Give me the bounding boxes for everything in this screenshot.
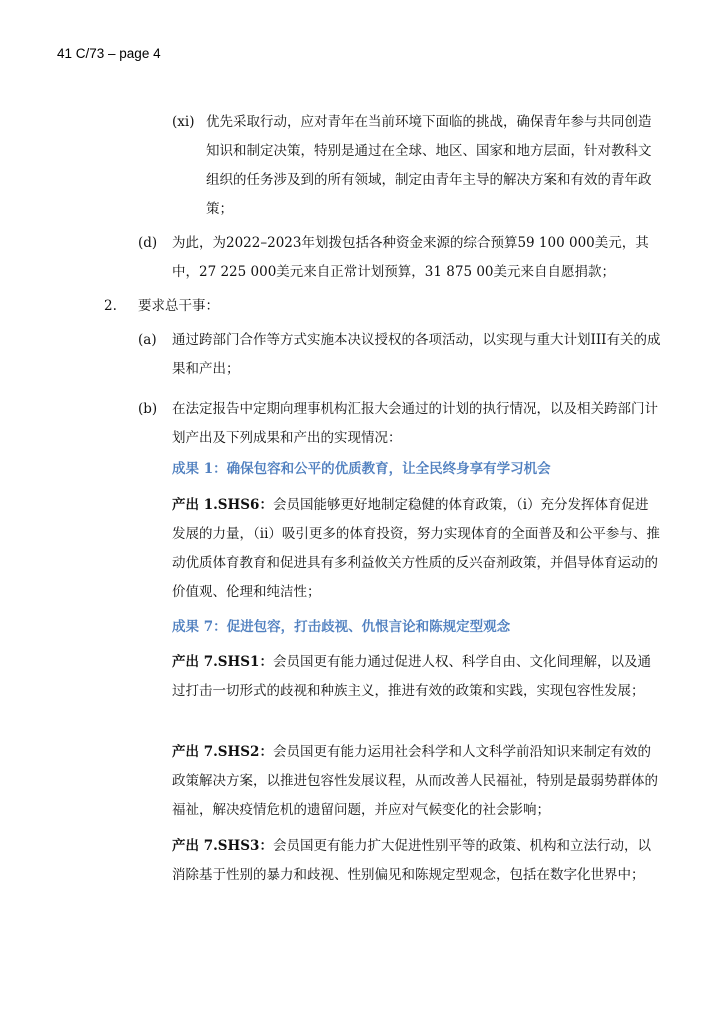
item-b-marker: (b) — [138, 401, 158, 417]
output-7-shs1 — [172, 648, 662, 706]
item-a-text: 通过跨部门合作等方式实施本决议授权的各项活动，以实现与重大计划III有关的成果和产出； — [172, 332, 661, 377]
output-1-shs6-text: 会员国能够更好地制定稳健的体育政策，（i）充分发挥体育促进发展的力量，（ii）吸引更多的体育投资，努力实现体育的全面普及和公平参与、推动优质体育教育和促进具有多利益攸关方性质的反兴奋剂政策，并倡导体育运动的价值观、伦理和纯洁性； — [172, 497, 660, 600]
item-xi-marker: (xi) — [172, 114, 195, 130]
output-7-shs3-label: 产出 7.SHS3： — [172, 838, 273, 854]
document-reference: 41 C/73 – page 4 — [57, 46, 161, 61]
output-7-shs1-label: 产出 7.SHS1： — [172, 654, 273, 670]
output-7-shs3-text: 会员国更有能力扩大促进性别平等的政策、机构和立法行动，以消除基于性别的暴力和歧视、性别偏见和陈规定型观念，包括在数字化世界中； — [172, 838, 651, 883]
output-7-shs2-label: 产出 7.SHS2： — [172, 744, 273, 760]
item-d-marker: (d) — [138, 235, 158, 251]
output-7-shs3 — [172, 832, 662, 890]
item-2-text: 要求总干事： — [138, 298, 219, 314]
output-7-shs1-text: 会员国更有能力通过促进人权、科学自由、文化间理解，以及通过打击一切形式的歧视和种族主义，推进有效的政策和实践，实现包容性发展； — [172, 654, 651, 699]
item-xi-text: 优先采取行动，应对青年在当前环境下面临的挑战，确保青年参与共同创造知识和制定决策，特别是通过在全球、地区、国家和地方层面，针对教科文组织的任务涉及到的所有领域，制定由青年主导的解决方案和有效的青年政策； — [206, 114, 652, 217]
item-d-text: 为此，为2022–2023年划拨包括各种资金来源的综合预算59 100 000美元，其中，27 225 000美元来自正常计划预算，31 875 00美元来自自愿捐款； — [172, 235, 649, 280]
item-b-text: 在法定报告中定期向理事机构汇报大会通过的计划的执行情况，以及相关跨部门计划产出及下列成果和产出的实现情况： — [172, 401, 658, 446]
output-7-shs2-text: 会员国更有能力运用社会科学和人文科学前沿知识来制定有效的政策解决方案，以推进包容性发展议程，从而改善人民福祉，特别是最弱势群体的福祉，解决疫情危机的遗留问题，并应对气候变化的社会影响； — [172, 744, 658, 818]
output-1-shs6-label: 产出 1.SHS6： — [172, 497, 273, 513]
item-2-marker: 2. — [104, 298, 117, 314]
outcome-1-heading: 成果 1：确保包容和公平的优质教育，让全民终身享有学习机会 — [172, 461, 551, 477]
outcome-7-heading: 成果 7：促进包容，打击歧视、仇恨言论和陈规定型观念 — [172, 619, 511, 635]
output-1-shs6 — [172, 491, 662, 607]
item-a-marker: (a) — [138, 332, 157, 348]
output-7-shs2 — [172, 738, 662, 825]
